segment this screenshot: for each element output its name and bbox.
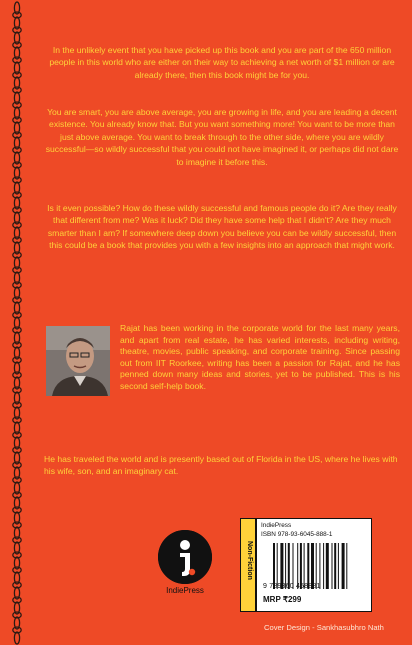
barcode-box [256, 518, 372, 612]
author-portrait-icon [46, 326, 110, 396]
blurb-paragraph-2: You are smart, you are above average, you are growing in life, and you are leading a decent existence. You already know that. But you want something more! You want to be more than just above average. You want to break through to the other side, where you are wildly successful—so wildly successful that you could not have imagined it, or perhaps did not dare to imagine it before this. [45, 107, 399, 167]
chain-decoration [10, 0, 24, 645]
barcode-mrp: MRP ₹299 [263, 595, 302, 604]
barcode-number: 9 789360 458881 [263, 583, 321, 590]
barcode-publisher: IndiePress [261, 522, 292, 529]
author-bio-location: He has traveled the world and is presently based out of Florida in the US, where he lives with his wife, son, and an imaginary cat. [44, 454, 398, 476]
indiepress-i-icon [158, 530, 212, 584]
blurb-paragraph-1: In the unlikely event that you have picked up this book and you are part of the 650 million people in this world who are either on their way to achieving a net worth of $1 million or are already there, then this book might be for you. [49, 45, 395, 80]
genre-label [240, 518, 256, 612]
publisher-name: IndiePress [166, 586, 204, 595]
blurb-paragraph-3: Is it even possible? How do these wildly successful and famous people do it? Are they really that different from me? Was it luck? Did they have some help that I didn't? Are they much smarter than I am? If somewhere deep down you believe you can be wildly successful, then this could be a book that provides you with a few insights into an approach that might work. [47, 203, 397, 251]
cover-design-credit: Cover Design - Sankhasubhro Nath [264, 623, 384, 632]
publisher-logo [158, 530, 212, 584]
barcode-isbn: ISBN 978-93-6045-888-1 [261, 531, 333, 538]
genre-text: Non-Fiction [246, 541, 253, 580]
author-bio: Rajat has been working in the corporate world for the last many years, and apart from real estate, he has varied interests, including writing, theatre, movies, public speaking, and corporate training. Since passing out from IIT Roorkee, writing has been a passion for Rajat, and he has penned down many ideas and stories, yet to be published. This is his second self-help book. [120, 323, 400, 391]
author-photo [46, 326, 110, 396]
